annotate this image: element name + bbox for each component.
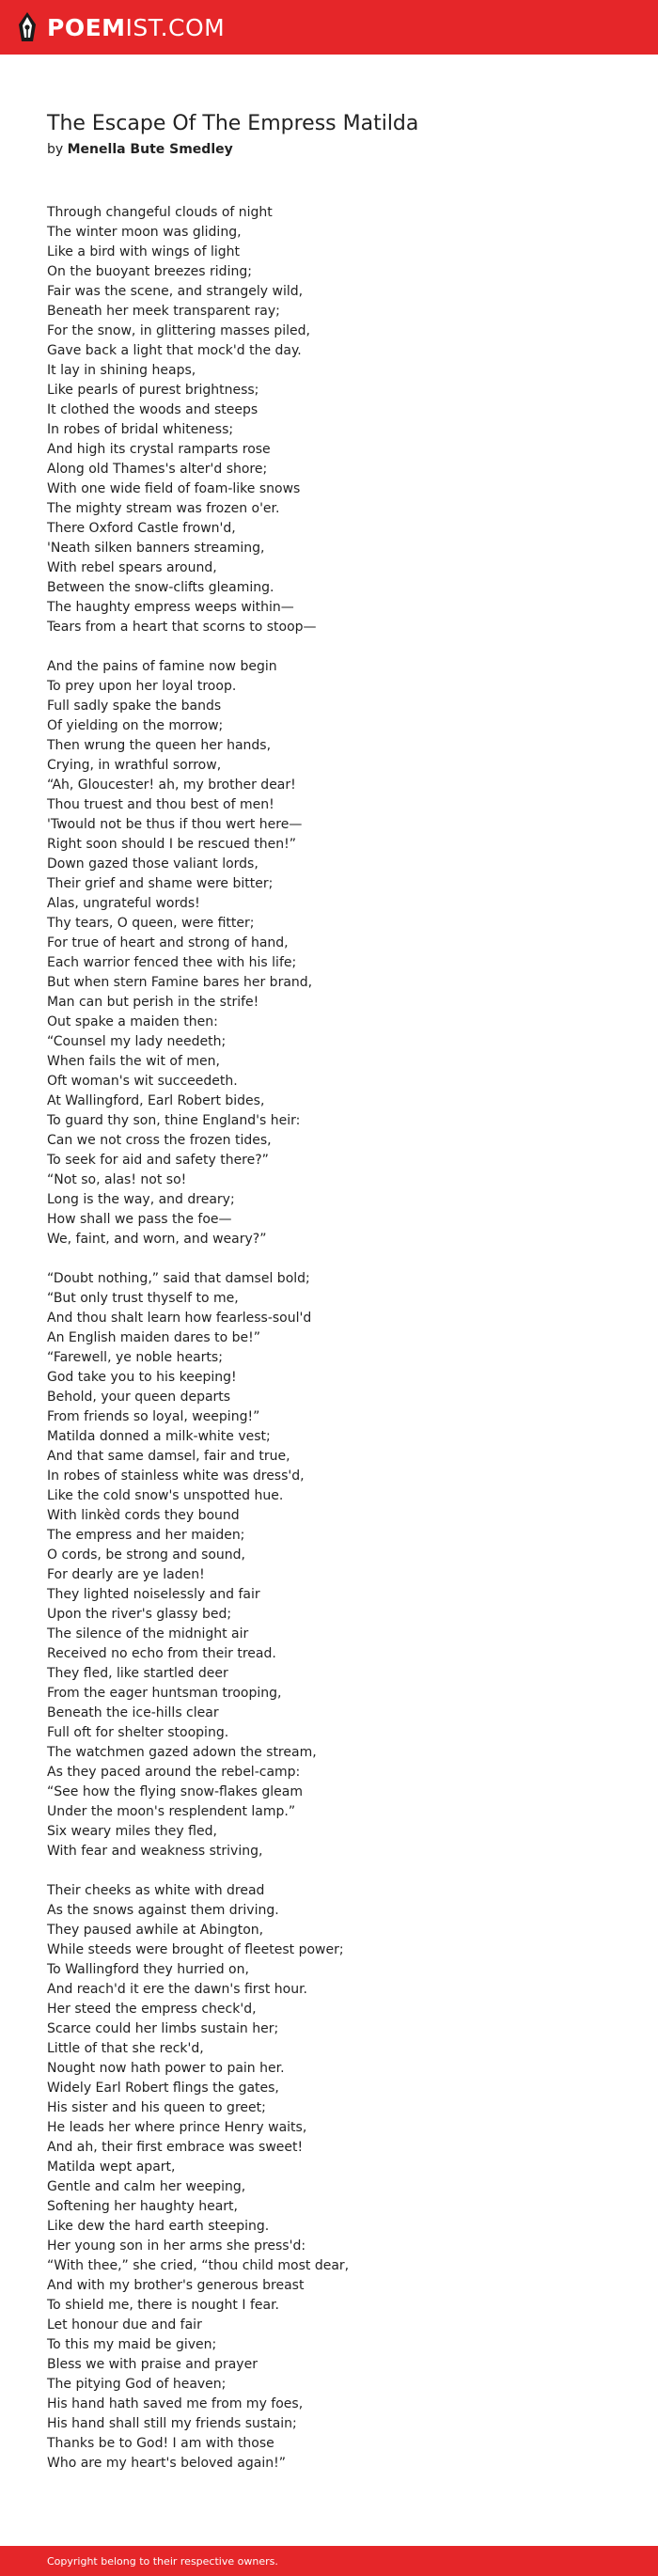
poem-line: There Oxford Castle frown'd, bbox=[47, 521, 236, 536]
poem-line: From the eager huntsman trooping, bbox=[47, 1686, 282, 1701]
poem-line: At Wallingford, Earl Robert bides, bbox=[47, 1093, 265, 1108]
stanza bbox=[47, 203, 611, 637]
poem-line: It clothed the woods and steeps bbox=[47, 402, 258, 417]
poem-line: For the snow, in glittering masses piled, bbox=[47, 323, 310, 338]
poem-line: We, faint, and worn, and weary?” bbox=[47, 1232, 267, 1247]
poem-line: Thou truest and thou best of men! bbox=[47, 797, 274, 812]
poem-line: He leads her where prince Henry waits, bbox=[47, 2120, 307, 2135]
top-bar bbox=[0, 0, 658, 55]
poem-line: As the snows against them driving. bbox=[47, 1903, 279, 1918]
poem-line: To this my maid be given; bbox=[47, 2337, 217, 2352]
poem-line: Like pearls of purest brightness; bbox=[47, 383, 259, 398]
poem-line: Out spake a maiden then: bbox=[47, 1014, 218, 1029]
poem-line: Received no echo from their tread. bbox=[47, 1646, 276, 1661]
poem-line: Full oft for shelter stooping. bbox=[47, 1725, 229, 1740]
poem-line: For true of heart and strong of hand, bbox=[47, 935, 289, 950]
poem-content bbox=[47, 111, 611, 2493]
poem-line: And reach'd it ere the dawn's first hour. bbox=[47, 1982, 307, 1997]
stanza bbox=[47, 1881, 611, 2474]
poem-line: With one wide field of foam-like snows bbox=[47, 481, 301, 496]
poem-line: Six weary miles they fled, bbox=[47, 1824, 217, 1839]
poem-line: “Doubt nothing,” said that damsel bold; bbox=[47, 1271, 310, 1286]
poem-line: Alas, ungrateful words! bbox=[47, 896, 200, 911]
byline-prefix: by bbox=[47, 142, 64, 157]
poem-line: “With thee,” she cried, “thou child most dear, bbox=[47, 2258, 350, 2273]
poem-line: The watchmen gazed adown the stream, bbox=[47, 1745, 317, 1760]
poem-line: The haughty empress weeps within— bbox=[47, 600, 294, 615]
logo-text-bold: POEM bbox=[47, 13, 126, 41]
poem-line: Long is the way, and dreary; bbox=[47, 1192, 235, 1207]
poem-line: To prey upon her loyal troop. bbox=[47, 679, 237, 694]
poem-line: To shield me, there is nought I fear. bbox=[47, 2298, 279, 2313]
poem-line: Let honour due and fair bbox=[47, 2317, 202, 2333]
poem-line: “Ah, Gloucester! ah, my brother dear! bbox=[47, 778, 296, 793]
poem-line: On the buoyant breezes riding; bbox=[47, 264, 252, 279]
poem-line: Thy tears, O queen, were fitter; bbox=[47, 916, 255, 931]
poem-line: “But only trust thyself to me, bbox=[47, 1291, 239, 1306]
poem-line: They lighted noiselessly and fair bbox=[47, 1587, 260, 1602]
poem-line: But when stern Famine bares her brand, bbox=[47, 975, 313, 990]
poem-line: Beneath the ice-hills clear bbox=[47, 1705, 219, 1720]
poem-line: Like a bird with wings of light bbox=[47, 244, 240, 259]
poem-line: From friends so loyal, weeping!” bbox=[47, 1409, 260, 1424]
poem-line: Like dew the hard earth steeping. bbox=[47, 2219, 270, 2234]
poem-line: Along old Thames's alter'd shore; bbox=[47, 462, 268, 477]
copyright-text: Copyright belong to their respective owners. bbox=[47, 2554, 278, 2568]
poem-line: Behold, your queen departs bbox=[47, 1390, 231, 1405]
poem-line: Man can but perish in the strife! bbox=[47, 995, 259, 1010]
poem-line: Oft woman's wit succeedeth. bbox=[47, 1074, 238, 1089]
poem-line: His hand shall still my friends sustain; bbox=[47, 2416, 297, 2431]
poem-line: “Farewell, ye noble hearts; bbox=[47, 1350, 223, 1365]
poem-line: With fear and weakness striving, bbox=[47, 1844, 263, 1859]
poem-line: Beneath her meek transparent ray; bbox=[47, 304, 280, 319]
stanza bbox=[47, 657, 611, 1249]
poem-line: In robes of bridal whiteness; bbox=[47, 422, 234, 437]
poem-line: Their grief and shame were bitter; bbox=[47, 876, 274, 891]
footer-bar bbox=[0, 2546, 658, 2576]
poem-line: How shall we pass the foe— bbox=[47, 1212, 232, 1227]
poem-line: Gave back a light that mock'd the day. bbox=[47, 343, 302, 358]
poem-line: The winter moon was gliding, bbox=[47, 225, 242, 240]
poem-line: Crying, in wrathful sorrow, bbox=[47, 758, 222, 773]
poem-line: “See how the flying snow-flakes gleam bbox=[47, 1784, 303, 1799]
poem-line: Down gazed those valiant lords, bbox=[47, 856, 258, 872]
poem-line: Scarce could her limbs sustain her; bbox=[47, 2021, 279, 2036]
poem-line: Right soon should I be rescued then!” bbox=[47, 837, 297, 852]
poem-line: They fled, like startled deer bbox=[47, 1666, 228, 1681]
poem-line: “Not so, alas! not so! bbox=[47, 1172, 187, 1187]
poem-line: Of yielding on the morrow; bbox=[47, 718, 224, 733]
poem-line: In robes of stainless white was dress'd, bbox=[47, 1469, 305, 1484]
poem-line: 'Neath silken banners streaming, bbox=[47, 541, 265, 556]
pen-nib-icon bbox=[17, 11, 38, 43]
poem-line: “Counsel my lady needeth; bbox=[47, 1034, 227, 1049]
poem-line: The pitying God of heaven; bbox=[47, 2377, 227, 2392]
poem-line: Like the cold snow's unspotted hue. bbox=[47, 1488, 284, 1503]
poem-line: With linkèd cords they bound bbox=[47, 1508, 240, 1523]
poem-line: 'Twould not be thus if thou wert here— bbox=[47, 817, 303, 832]
poem-line: An English maiden dares to be!” bbox=[47, 1330, 260, 1345]
poem-line: And with my brother's generous breast bbox=[47, 2278, 305, 2293]
poem-body bbox=[47, 203, 611, 2474]
poem-line: For dearly are ye laden! bbox=[47, 1567, 205, 1582]
poem-line: Her steed the empress check'd, bbox=[47, 2002, 257, 2017]
poem-line: With rebel spears around, bbox=[47, 560, 217, 575]
poem-line: His sister and his queen to greet; bbox=[47, 2100, 266, 2115]
poem-line: To Wallingford they hurried on, bbox=[47, 1962, 249, 1977]
poem-line: And ah, their first embrace was sweet! bbox=[47, 2140, 304, 2155]
poem-line: Little of that she reck'd, bbox=[47, 2041, 204, 2056]
poem-line: Upon the river's glassy bed; bbox=[47, 1607, 232, 1622]
poem-line: His hand hath saved me from my foes, bbox=[47, 2396, 304, 2411]
byline bbox=[47, 141, 611, 158]
poem-line: Through changeful clouds of night bbox=[47, 205, 273, 220]
poem-line: Bless we with praise and prayer bbox=[47, 2357, 258, 2372]
poem-line: Then wrung the queen her hands, bbox=[47, 738, 272, 753]
poem-line: The mighty stream was frozen o'er. bbox=[47, 501, 280, 516]
poem-line: Matilda donned a milk-white vest; bbox=[47, 1429, 271, 1444]
poem-line: To seek for aid and safety there?” bbox=[47, 1153, 269, 1168]
logo-text-light: IST.COM bbox=[125, 13, 226, 41]
poem-line: Each warrior fenced thee with his life; bbox=[47, 955, 297, 970]
poem-line: Can we not cross the frozen tides, bbox=[47, 1133, 272, 1148]
poem-line: Under the moon's resplendent lamp.” bbox=[47, 1804, 296, 1819]
poem-line: Matilda wept apart, bbox=[47, 2160, 176, 2175]
poem-line: To guard thy son, thine England's heir: bbox=[47, 1113, 301, 1128]
logo-text bbox=[47, 13, 226, 41]
poem-line: While steeds were brought of fleetest power; bbox=[47, 1942, 344, 1957]
poem-line: And high its crystal ramparts rose bbox=[47, 442, 271, 457]
poem-line: And that same damsel, fair and true, bbox=[47, 1449, 290, 1464]
stanza bbox=[47, 1269, 611, 1861]
poem-line: Thanks be to God! I am with those bbox=[47, 2436, 274, 2451]
poem-line: Gentle and calm her weeping, bbox=[47, 2179, 246, 2194]
poem-line: The empress and her maiden; bbox=[47, 1528, 245, 1543]
poem-line: Between the snow-clifts gleaming. bbox=[47, 580, 274, 595]
poem-line: Their cheeks as white with dread bbox=[47, 1883, 265, 1898]
poem-line: As they paced around the rebel-camp: bbox=[47, 1765, 301, 1780]
poem-line: Softening her haughty heart, bbox=[47, 2199, 238, 2214]
poem-line: Full sadly spake the bands bbox=[47, 699, 222, 714]
poem-line: The silence of the midnight air bbox=[47, 1626, 249, 1641]
poem-line: Her young son in her arms she press'd: bbox=[47, 2238, 306, 2254]
poem-line: Who are my heart's beloved again!” bbox=[47, 2456, 286, 2471]
poem-line: It lay in shining heaps, bbox=[47, 363, 196, 378]
author-link[interactable]: Menella Bute Smedley bbox=[67, 142, 233, 157]
poem-title: The Escape Of The Empress Matilda bbox=[47, 112, 419, 135]
poem-line: Nought now hath power to pain her. bbox=[47, 2061, 285, 2076]
poem-line: And thou shalt learn how fearless-soul'd bbox=[47, 1311, 312, 1326]
poem-line: And the pains of famine now begin bbox=[47, 659, 277, 674]
poem-line: O cords, be strong and sound, bbox=[47, 1547, 246, 1563]
poem-line: Widely Earl Robert flings the gates, bbox=[47, 2081, 279, 2096]
poem-line: God take you to his keeping! bbox=[47, 1370, 237, 1385]
poem-line: When fails the wit of men, bbox=[47, 1054, 220, 1069]
site-logo[interactable] bbox=[17, 11, 225, 43]
poem-line: Fair was the scene, and strangely wild, bbox=[47, 284, 304, 299]
poem-line: Tears from a heart that scorns to stoop— bbox=[47, 620, 317, 635]
poem-line: They paused awhile at Abington, bbox=[47, 1923, 264, 1938]
